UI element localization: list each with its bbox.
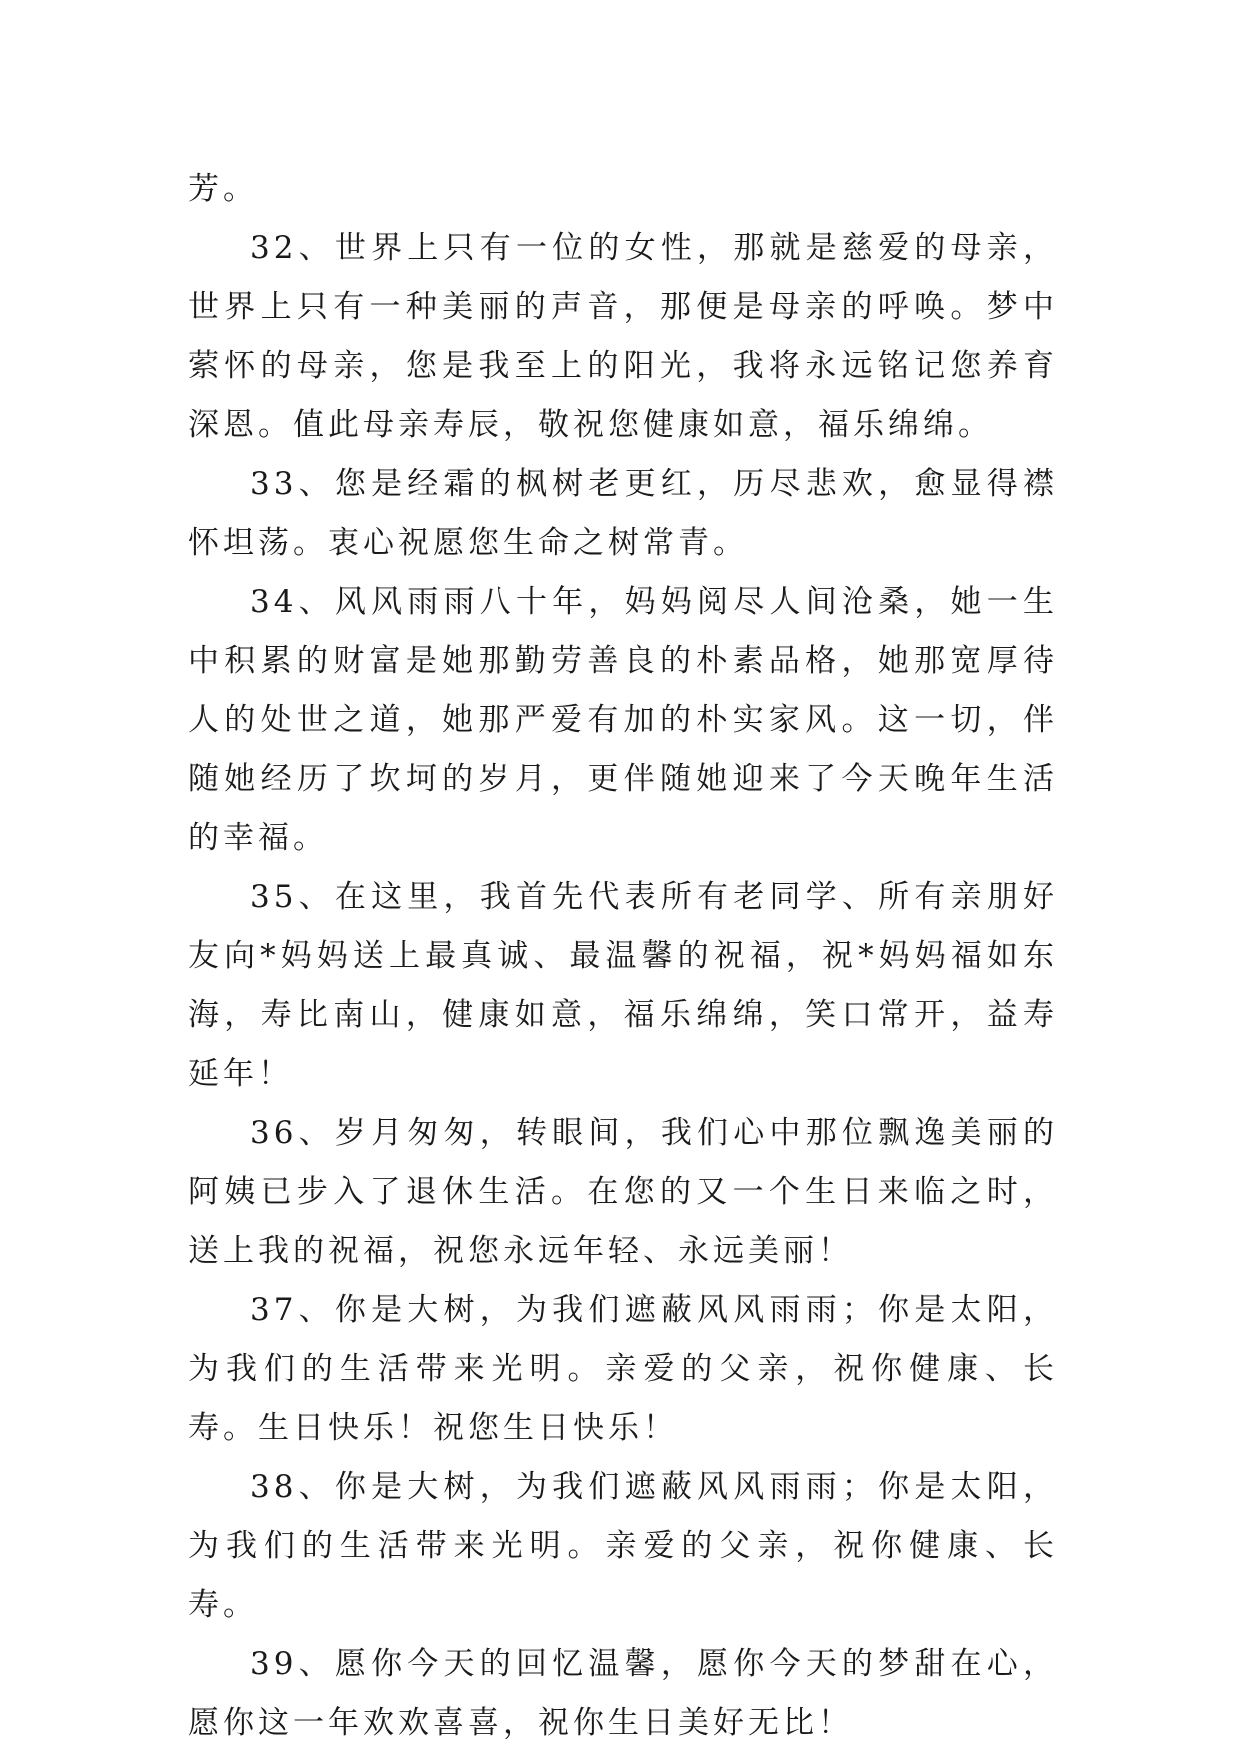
paragraph-39: 39、愿你今天的回忆温馨，愿你今天的梦甜在心，愿你这一年欢欢喜喜，祝你生日美好无比！ <box>188 1646 1058 1741</box>
paragraph-32: 32、世界上只有一位的女性，那就是慈爱的母亲，世界上只有一种美丽的声音，那便是母亲的呼唤。梦中萦怀的母亲，您是我至上的阳光，我将永远铭记您养育深恩。值此母亲寿辰，敬祝您健康如意，福乐绵绵。 <box>188 230 1058 443</box>
paragraph-34: 34、风风雨雨八十年，妈妈阅尽人间沧桑，她一生中积累的财富是她那勤劳善良的朴素品格，她那宽厚待人的处世之道，她那严爱有加的朴实家风。这一切，伴随她经历了坎坷的岁月，更伴随她迎来了今天晚年生活的幸福。 <box>188 584 1058 856</box>
paragraph-33: 33、您是经霜的枫树老更红，历尽悲欢，愈显得襟怀坦荡。衷心祝愿您生命之树常青。 <box>188 466 1058 561</box>
paragraph-38: 38、你是大树，为我们遮蔽风风雨雨；你是太阳，为我们的生活带来光明。亲爱的父亲，祝你健康、长寿。 <box>188 1469 1058 1623</box>
paragraph-35: 35、在这里，我首先代表所有老同学、所有亲朋好友向*妈妈送上最真诚、最温馨的祝福，祝*妈妈福如东海，寿比南山，健康如意，福乐绵绵，笑口常开，益寿延年！ <box>188 879 1058 1092</box>
paragraph-37: 37、你是大树，为我们遮蔽风风雨雨；你是太阳，为我们的生活带来光明。亲爱的父亲，祝你健康、长寿。生日快乐！祝您生日快乐！ <box>188 1292 1058 1446</box>
document-body <box>188 160 1058 1753</box>
paragraph-continuation: 芳。 <box>188 171 258 207</box>
paragraph-36: 36、岁月匆匆，转眼间，我们心中那位飘逸美丽的阿姨已步入了退休生活。在您的又一个生日来临之时，送上我的祝福，祝您永远年轻、永远美丽！ <box>188 1115 1058 1269</box>
